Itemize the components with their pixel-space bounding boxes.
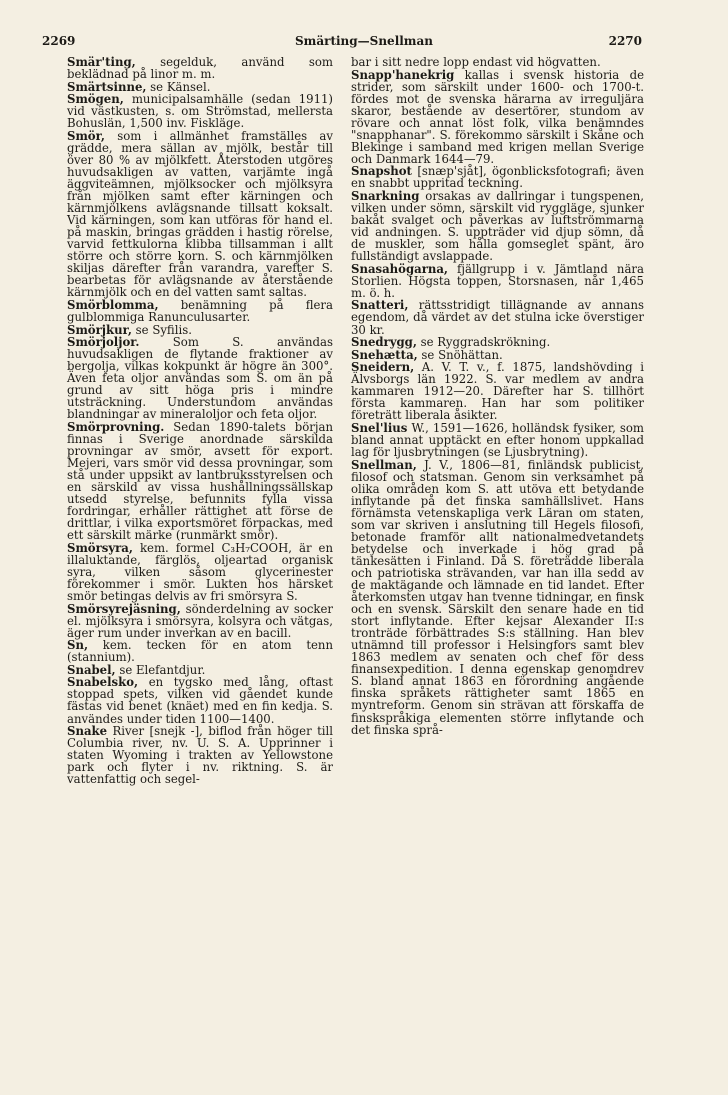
dictionary-entry [67,336,333,420]
page-number-right: 2270 [608,34,642,48]
entry-text: J. V., 1806—81, finländsk publicist, filosof och statsman. Genom sin verksamhet på olika områden kom S. att utöva ett betydande inflytande på det finska samhällslivet. Hans förnämsta vetenskapliga verk Läran om staten, som var skriven i anslutning till Hegels filosofi, betonade framför allt nationalmedvetandets betydelse och inverkade i hög grad på tänkesätten i Finland. Då S. företrädde liberala och patriotiska strävanden, var han illa sedd av de maktägande och lämnade en tid landet. Efter återkomsten utgav han tvenne tidningar, en finsk och en svensk. Särskilt den senare hade en tid stort inflytande. Efter kejsar Alexander II:s tronträde förbättrades S:s ställning. Han blev utnämnd till professor i Helsingfors samt blev 1863 medlem av senaten och chef för dess finansexpedition. I denna egenskap genomdrev S. bland annat 1863 en förordning angående finska språkets rättigheter samt 1865 en myntreform. Genom sin strävan att förskaffa de finskspråkiga elementen större inflytande och det finska språ- [351,457,644,737]
page-number-left: 2269 [42,34,76,48]
entry-text: A. V. T. v., f. 1875, landshövding i Älvsborgs län 1922. S. var medlem av andra kammaren 1912—20. Därefter har S. tillhört första kammaren. Han har som politiker företrätt liberala åsikter. [351,360,644,423]
running-title: Smärting—Snellman [294,34,434,48]
dictionary-entry [67,603,333,639]
dictionary-entry [67,639,333,663]
entry-text: se Elefantdjur. [115,662,206,677]
entry-headword: Smörprovning. [67,419,165,434]
entry-text: se Ryggradskrökning. [416,335,551,350]
right-column [351,56,644,736]
entry-headword: Snellman, [351,457,417,472]
dictionary-entry [67,725,333,785]
entry-headword: Snarkning [351,189,420,204]
entry-headword: Smörjkur, [67,322,132,337]
dictionary-entry [67,93,333,129]
entry-headword: Snabelsko, [67,675,139,690]
entry-headword: Smörjoljor. [67,335,140,350]
entry-headword: Snabel, [67,662,116,677]
dictionary-entry [67,81,333,93]
entry-text: municipalsamhälle (sedan 1911) vid västkusten, s. om Strömstad, mellersta Bohuslän, 1,500 inv. Fiskläge. [67,92,333,131]
entry-headword: Snake [67,724,108,739]
dictionary-entry [67,542,333,602]
entry-text: [snæp'sjåt], ögonblicksfotografi; även en snabbt uppritad teckning. [351,164,644,191]
entry-text: se Syfilis. [131,322,192,337]
entry-text: W., 1591—1626, holländsk fysiker, som bland annat upptäckt en efter honom uppkallad lag för ljusbrytningen (se Ljusbrytning). [351,420,644,459]
entry-headword: Sn, [67,638,89,653]
entry-text: som i allmänhet framställes av grädde, mera sällan av mjölk, består till över 80 % av mjölkfett. Återstoden utgöres huvudsakligen av vatten, varjämte ingå äggviteämnen, mjölksocker och mjölksyra från mjölken samt efter kärningen och kärnmjölkens avlägsnande tillsatt koksalt. Vid kärningen, som kan utföras för hand el. på maskin, bringas grädden i hastig rörelse, varvid fettkulorna klibba tillsamman i allt större och större korn. S. och kärnmjölken skiljas därefter från varandra, varefter S. bearbetas för avlägsnande av återstående kärnmjölk och en del vatten samt saltas. [67,128,333,300]
entry-headword: Snehætta, [351,347,418,362]
entry-text: fjällgrupp i v. Jämtland nära Storlien. Högsta toppen, Storsnasen, når 1,465 m. ö. h. [351,261,644,300]
entry-text: se Snöhättan. [417,347,503,362]
entry-text: kallas i svensk historia de strider, som särskilt under 1600- och 1700-t. fördes mot de svenska härarna av irreguljära skaror, bestående av desertörer, stundom av rövare och annat löst folk, vilka benämndes "snapphanar". S. förekommo särskilt i Skåne och Blekinge i samband med krigen mellan Sverige och Danmark 1644—79. [351,67,644,166]
dictionary-entry [67,664,333,676]
entry-text: orsakas av dallringar i tungspenen, vilken under sömn, särskilt vid ryggläge, sjunker bakåt svalget och påverkas av luftströmmarna vid andningen. S. uppträder vid djup sömn, då de muskler, som hålla gomseglet spänt, äro fullständigt avslappade. [351,189,644,264]
dictionary-entry [67,324,333,336]
dictionary-entry [351,190,644,262]
dictionary-entry [67,299,333,323]
entry-text: Som S. användas huvudsakligen de flytande fraktioner av bergolja, vilkas kokpunkt är högre än 300°. Även feta oljor användas som S. om än på grund av sitt höga pris i mindre utsträckning. Understundom användas blandningar av mineraloljor och feta oljor. [67,335,333,422]
entry-text: kem. tecken för en atom tenn (stannium). [67,638,333,665]
left-column [67,56,333,786]
dictionary-entry [67,56,333,80]
entry-headword: Smärtsinne, [67,79,147,94]
dictionary-entry [351,361,644,421]
entry-headword: Sneidern, [351,360,415,375]
entry-headword: Snedrygg, [351,335,417,350]
entry-headword: Smörblomma, [67,297,159,312]
entry-text: en tygsko med lång, oftast stoppad spets, vilken vid gåendet kunde fästas vid benet (knäet) med en fin kedja. S. användes under tiden 1100—1400. [67,675,333,726]
entry-headword: Smörsyrejäsning, [67,601,181,616]
entry-headword: Smögen, [67,92,124,107]
dictionary-entry [351,299,644,335]
entry-headword: Smörsyra, [67,540,133,555]
dictionary-entry [67,676,333,724]
entry-text: rättsstridigt tillägnande av annans egendom, då värdet av det stulna icke överstiger 30 kr. [351,298,644,337]
entry-text: bar i sitt nedre lopp endast vid högvatten. [351,55,601,69]
entry-headword: Snapp'hanekrig [351,67,455,82]
entry-headword: Smör, [67,128,105,143]
entry-text: segelduk, använd som beklädnad på linor m. m. [67,55,333,82]
entry-headword: Snapshot [351,164,412,179]
entry-text: River [snejk -], biflod från höger till Columbia river, nv. U. S. A. Upprinner i staten Wyoming i trakten av Yellowstone park och flyter i nv. riktning. S. är vattenfattig och segel- [67,724,333,787]
entry-text: Sedan 1890-talets början finnas i Sverige anordnade särskilda provningar av smör, avsett för export. Mejeri, vars smör vid dessa provningar, som stå under uppsikt av lantbruksstyrelsen och en särskild av vissa hushållningssällskap utsedd styrelse, befunnits fylla vissa fordringar, erhåller rättighet att förse de drittlar, i vilka exportsmöret förpackas, med ett särskilt märke (runmärkt smör). [67,419,333,543]
entry-headword: Snel'lius [351,420,408,435]
entry-headword: Smär'ting, [67,55,136,69]
entry-text: sönderdelning av socker el. mjölksyra i smörsyra, kolsyra och vätgas, äger rum under inverkan av en bacill. [67,601,333,640]
entry-headword: Snatteri, [351,298,409,313]
dictionary-entry [351,459,644,736]
dictionary-entry [351,349,644,361]
dictionary-entry [351,336,644,348]
dictionary-entry [351,422,644,458]
dictionary-entry [351,263,644,299]
dictionary-entry [351,56,644,68]
entry-text: kem. formel C₃H₇COOH, är en illaluktande, färglös, oljeartad organisk syra, vilken såsom glycerinester förekommer i smör. Lukten hos härsket smör betingas delvis av fri smörsyra S. [67,540,333,604]
entry-headword: Snasahögarna, [351,261,448,276]
entry-text: se Känsel. [146,79,211,94]
dictionary-entry [351,69,644,165]
dictionary-entry [67,421,333,541]
dictionary-entry [351,165,644,189]
dictionary-entry [67,130,333,299]
entry-text: benämning på flera gulblommiga Ranunculusarter. [67,297,333,324]
page-header [0,34,728,50]
